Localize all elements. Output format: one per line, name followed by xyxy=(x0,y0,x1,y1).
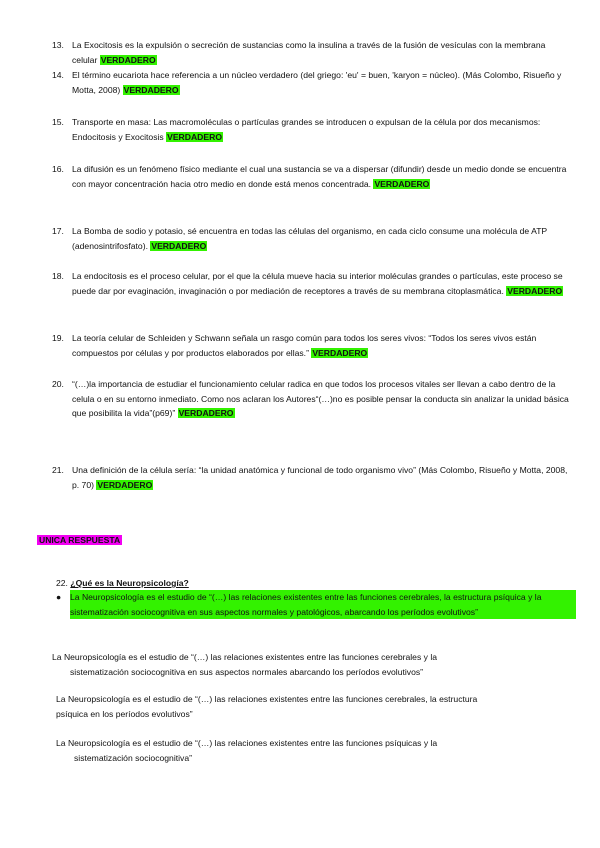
correct-option-text: La Neuropsicología es el estudio de “(…) las relaciones existentes entre las funciones cerebrales, la estructura psíquica y la sistematización sociocognitiva en sus aspectos normales y patológicos, abarcando los períodos evolutivos” xyxy=(70,590,576,619)
question-text: Transporte en masa: Las macromoléculas o partículas grandes se introducen o expulsan de la célula por dos mecanismos: Endocitosis y Exocitosis xyxy=(72,117,541,142)
question-20 xyxy=(52,377,572,421)
question-number: 16. xyxy=(52,164,64,174)
section-heading-label: UNICA RESPUESTA xyxy=(39,535,121,545)
question-text: La difusión es un fenómeno físico mediante el cual una sustancia se va a dispersar (difundir) desde un medio donde se encuentra con mayor concentración hacia otro medio en donde está menos concentrada. xyxy=(72,164,567,189)
answer-badge: VERDADERO xyxy=(151,240,207,251)
question-22 xyxy=(56,576,189,590)
answer-badge: VERDADERO xyxy=(507,285,563,296)
answer-badge: VERDADERO xyxy=(167,131,223,142)
question-text: Una definición de la célula sería: “la unidad anatómica y funcional de todo organismo vivo” (Más Colombo, Risueño y Motta, 2008, p. 70) xyxy=(72,465,568,490)
question-text: La endocitosis es el proceso celular, por el que la célula mueve hacia su interior moléculas grandes o partículas, este proceso se puede dar por evaginación, invaginación o por mediación de receptores a través de su membrana citoplasmática. xyxy=(72,271,563,296)
question-number: 19. xyxy=(52,333,64,343)
question-15 xyxy=(52,115,572,144)
answer-badge: VERDADERO xyxy=(100,54,156,65)
section-heading xyxy=(37,533,122,547)
question-text: La Bomba de sodio y potasio, sé encuentra en todas las células del organismo, en cada ciclo consume una molécula de ATP (adenosintrifosfato). xyxy=(72,226,548,251)
question-number: 22. xyxy=(56,578,68,588)
question-text: La teoría celular de Schleiden y Schwann señala un rasgo común para todos los seres vivos: “Todos los seres vivos están compuestos por células y por productos elaborados por ellas.” xyxy=(72,333,537,358)
question-title: ¿Qué es la Neuropsicología? xyxy=(70,578,189,588)
question-19 xyxy=(52,331,572,360)
question-number: 15. xyxy=(52,117,64,127)
option-c xyxy=(56,736,576,765)
question-number: 13. xyxy=(52,40,64,50)
option-text-line1: La Neuropsicología es el estudio de “(…) las relaciones existentes entre las funciones cerebrales y la xyxy=(52,652,438,662)
correct-option xyxy=(56,590,576,619)
option-a xyxy=(52,650,572,679)
question-text: “(…)la importancia de estudiar el funcionamiento celular radica en que todos los procesos vitales ser llevan a cabo dentro de la celula o en su entorno inmediato. Como nos aclaran los Autores“(…)no es posible pensar la conducta sin analizar la unidad básica que posibilita la vida”(p69)” xyxy=(72,379,569,418)
question-text: El término eucariota hace referencia a un núcleo verdadero (del griego: 'eu' = buen, 'karyon = núcleo). (Más Colombo, Risueño y Motta, 2008) xyxy=(72,70,562,95)
question-number: 14. xyxy=(52,70,64,80)
question-18 xyxy=(52,269,572,298)
option-text-line1: La Neuropsicología es el estudio de “(…) las relaciones existentes entre las funciones cerebrales, la estructura xyxy=(56,694,478,704)
answer-badge: VERDADERO xyxy=(178,408,234,418)
option-text-line2: psíquica en los períodos evolutivos” xyxy=(56,708,193,719)
question-text: La Exocitosis es la expulsión o secreción de sustancias como la insulina a través de la fusión de vesículas con la membrana celular xyxy=(72,40,546,65)
option-text-line2: sistematización sociocognitiva en sus aspectos normales abarcando los períodos evolutivos” xyxy=(70,666,424,677)
question-14 xyxy=(52,68,572,97)
question-21 xyxy=(52,463,572,492)
question-16 xyxy=(52,162,572,191)
answer-badge: VERDADERO xyxy=(123,84,179,95)
question-17 xyxy=(52,224,572,253)
option-text-line2: sistematización sociocognitiva” xyxy=(74,752,192,763)
question-number: 17. xyxy=(52,226,64,236)
question-13 xyxy=(52,38,572,67)
question-number: 21. xyxy=(52,465,64,475)
answer-badge: VERDADERO xyxy=(312,347,368,358)
option-text-line1: La Neuropsicología es el estudio de “(…) las relaciones existentes entre las funciones psíquicas y la xyxy=(56,738,438,748)
option-b xyxy=(56,692,576,721)
answer-badge: VERDADERO xyxy=(97,479,153,490)
question-number: 18. xyxy=(52,271,64,281)
bullet-icon: ● xyxy=(56,592,62,602)
question-number: 20. xyxy=(52,379,64,389)
answer-badge: VERDADERO xyxy=(374,178,430,189)
